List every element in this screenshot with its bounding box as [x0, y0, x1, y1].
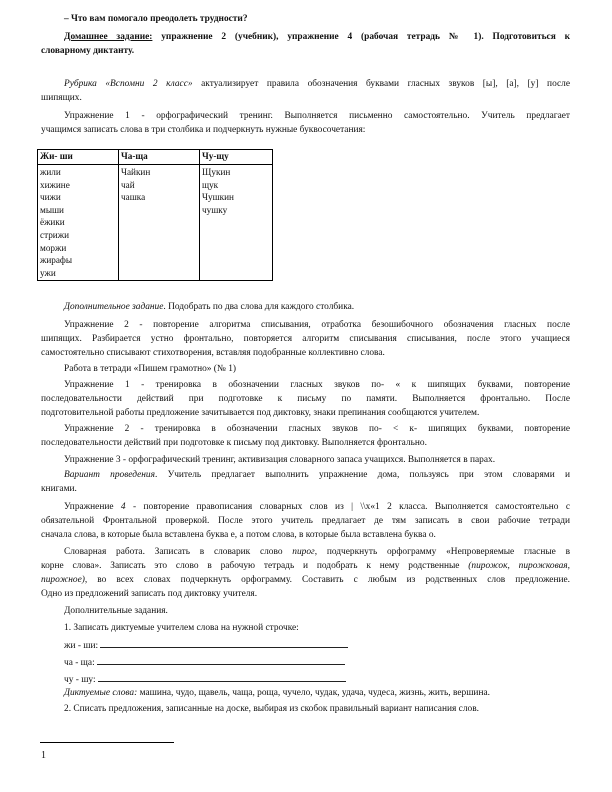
table-header-cha-shcha: Ча-ща [119, 150, 200, 165]
rubric-name: Рубрика «Вспомни 2 класс» [64, 79, 193, 89]
page-number: 1 [41, 750, 46, 761]
table-cell: стрижи [40, 229, 69, 240]
workbook-heading: Работа в тетради «Пишем грамотно» (№ 1) [64, 364, 237, 374]
variant-label: Вариант проведения [64, 470, 155, 480]
homework-line-1 [64, 30, 570, 44]
dictated-words-line [64, 687, 490, 701]
table-row [38, 165, 273, 281]
variant-line-2: книгами. [41, 484, 77, 494]
vocab-line-3 [41, 574, 570, 588]
table-cell: жили [40, 167, 61, 177]
table-cell: Чайкин [121, 167, 151, 177]
table-cell: чашка [121, 192, 146, 203]
answer-blank-cha-shcha[interactable] [97, 655, 345, 665]
dictated-label: Диктуемые слова: [64, 688, 138, 698]
table-cell: чай [121, 179, 135, 190]
vocab-related-words: (пирожок, пирожковая, [468, 561, 571, 571]
table-cell: моржи [40, 242, 67, 253]
rubric-text: актуализирует правила обозначения буквами гласных звуков [ы], [а], [у] после [192, 79, 570, 89]
ex2-line-3: самостоятельно списывают стихотворения, вставляя подобранные коллективно слова. [41, 348, 385, 358]
wb4-line-1 [64, 501, 570, 515]
table-cell: чижи [40, 192, 61, 203]
rubric-line-1 [64, 78, 570, 92]
table-cell: щук [202, 179, 219, 190]
task2-line: 2. Списать предложения, записанные на доске, выбирая из скобок правильный вариант написания слов. [64, 704, 479, 714]
task1-line: 1. Записать диктуемые учителем слова на нужной строчке: [64, 623, 299, 633]
table-column-cha-shcha [119, 165, 200, 281]
dictated-words: машина, чудо, щавель, чаща, роща, чучело, чудак, удача, чудеса, жизнь, жить, вершина. [137, 688, 490, 698]
rubric-line-2: шипящих. [41, 93, 82, 103]
answer-blank-chu-shchu[interactable] [98, 672, 346, 682]
exercise1-line-1: Упражнение 1 - орфографический тренинг. Выполняется письменно самостоятельно. Учитель предлагает [64, 111, 570, 121]
table-cell: ёжики [40, 217, 65, 228]
vocab-line-2 [41, 560, 570, 574]
wb4-line-2: обязательной Фронтальной проверкой. После этого учитель предлагает де тям записать в свои рабочие тетради [41, 516, 570, 526]
table-cell: Чушкин [202, 192, 234, 203]
answer-blank-zhi-shi[interactable] [100, 638, 348, 648]
wb4-text: - повторение правописания словарных слов из | \\х«1 2 класса. Выполняется самостоятельно с [125, 502, 570, 512]
vocab-text-b: , подчеркнуть орфограмму «Непроверяемые гласные в [314, 547, 571, 557]
footnote-rule [40, 742, 174, 743]
table-header-row [38, 150, 273, 165]
wb4-prefix: Упражнение [64, 502, 121, 512]
homework-text: упражнение 2 (учебник), упражнение 4 (рабочая тетрадь № 1). Подготовиться к [161, 32, 570, 42]
wb1-line-1: Упражнение 1 - тренировка в обозначении гласных звуков по- « к шипящих буквами, повторение [64, 380, 570, 390]
row-cha-shcha [64, 655, 345, 671]
table-header-zhi-shi: Жи- ши [38, 150, 119, 165]
extra-task-text: . Подобрать по два слова для каждого столбика. [163, 302, 355, 312]
extra-tasks-heading: Дополнительные задания. [64, 606, 168, 616]
ex2-line-2: шипящих. Разбирается устно фронтально, повторяется алгоритм списывания списывания, после этого учащиеся [41, 334, 570, 344]
word-table [37, 149, 273, 281]
wb3-line: Упражнение 3 - орфографический тренинг, активизация словарного запаса учащихся. Выполняется в парах. [64, 455, 496, 465]
homework-label: Домашнее задание: [64, 32, 153, 42]
vocab-related-word: пирожное) [41, 575, 85, 585]
wb1-line-2: последовательности действий при подготовке к письму по памяти. Выполняется фронтально. После [41, 394, 570, 404]
extra-task-line [64, 301, 354, 315]
vocab-line-4: Одно из предложений записать под диктовку учителя. [41, 589, 258, 599]
vocab-line-1 [64, 546, 570, 560]
wb2-line-2: последовательности действий при подготовке к письму под диктовку. Выполняется фронтально. [41, 438, 427, 448]
homework-line-2: словарному диктанту. [41, 46, 135, 56]
table-cell: хижине [40, 179, 70, 190]
row-zhi-shi-label: жи - ши: [64, 641, 99, 651]
wb4-line-3: сначала слова, в которые была вставлена буква е, а потом слова, в которые была вставлена буква о. [41, 530, 436, 540]
vocab-text-a: Словарная работа. Записать в словарик слово [64, 547, 293, 557]
vocab-word: пирог [292, 547, 315, 557]
row-chu-shchu [64, 672, 346, 688]
ex2-line-1: Упражнение 2 - повторение алгоритма списывания, отработка безошибочного обозначения гласных после [64, 320, 570, 330]
row-cha-shcha-label: ча - ща: [64, 658, 95, 668]
variant-text: . Учитель предлагает выполнить упражнение дома, пользуясь при этом словарями и [154, 470, 571, 480]
variant-line-1 [64, 469, 570, 483]
exercise1-line-2: учащимся записать слова в три столбика и подчеркнуть нужные буквосочетания: [41, 125, 366, 135]
vocab-text-d: , во всех словах подчеркнуть орфограмму. Составить с любым из родственных слов предложение. [84, 575, 570, 585]
table-cell: ужи [40, 267, 56, 278]
table-cell: мыши [40, 204, 64, 215]
row-chu-shchu-label: чу - шу: [64, 675, 96, 685]
wb1-line-3: подготовительной работы предложение зачитывается под диктовку, знаки препинания сообщаются учителем. [41, 408, 480, 418]
table-cell: жирафы [40, 255, 73, 266]
table-column-chu-shchu [200, 165, 273, 281]
question-line: – Что вам помогало преодолеть трудности? [64, 14, 248, 24]
table-cell: чушку [202, 204, 228, 215]
row-zhi-shi [64, 638, 348, 654]
vocab-text-c: корне слова». Записать это слово в рабочую тетрадь и подобрать к нему родственные [41, 561, 469, 571]
table-column-zhi-shi [38, 165, 119, 281]
wb4-number: 4 [120, 502, 126, 512]
table-header-chu-shchu: Чу-щу [200, 150, 273, 165]
extra-task-label: Дополнительное задание [64, 302, 164, 312]
wb2-line-1: Упражнение 2 - тренировка в обозначении гласных звуков по- < к- шипящих буквами, повторение [64, 424, 570, 434]
table-cell: Щукин [202, 167, 231, 177]
